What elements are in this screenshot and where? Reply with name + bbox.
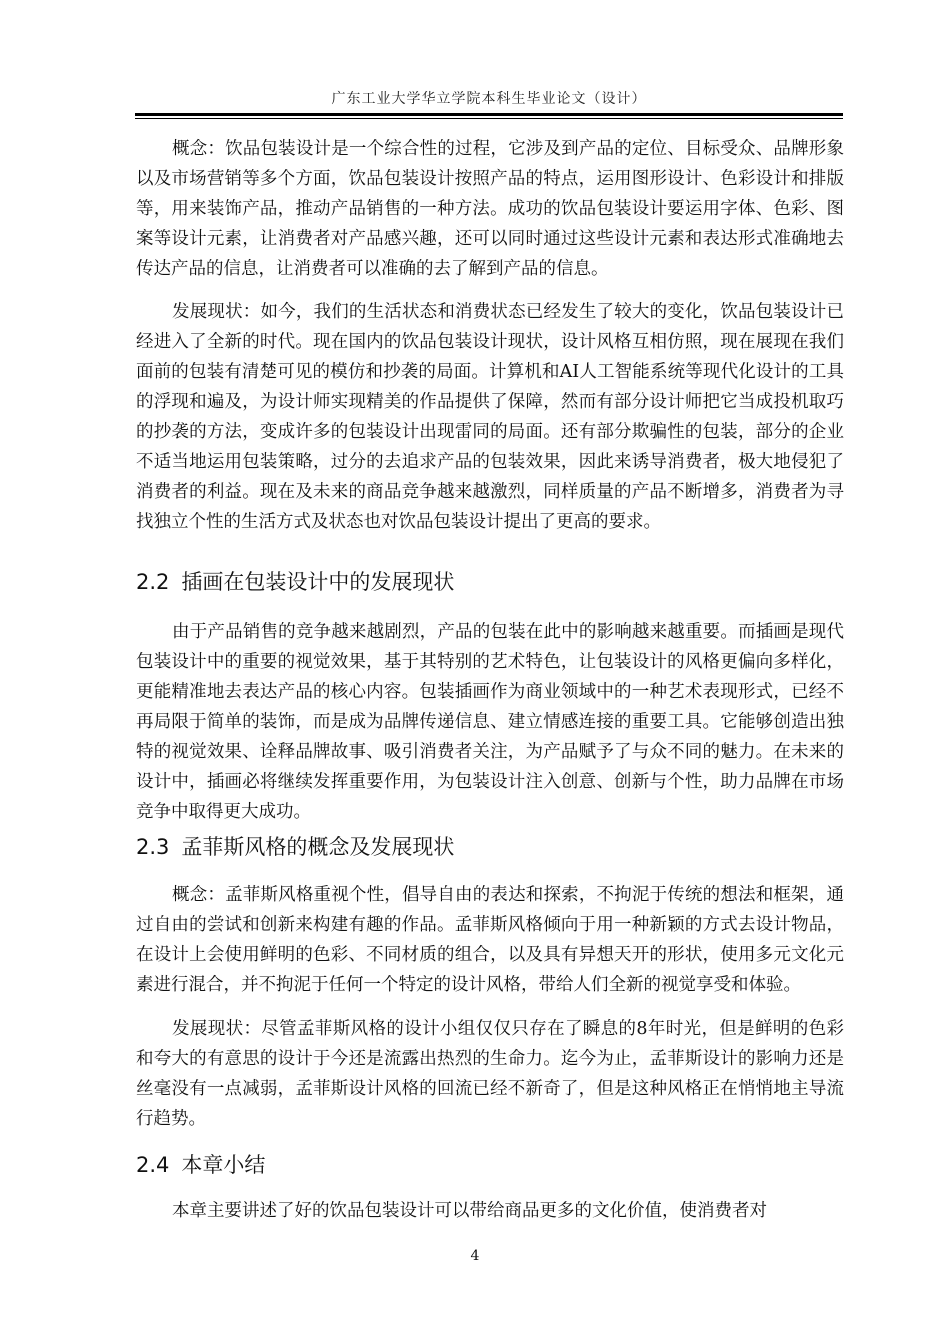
section-number: 2.2 [136,570,170,594]
page-number: 4 [470,1248,480,1264]
running-header: 广东工业大学华立学院本科生毕业论文（设计） [331,91,647,107]
header-rule-thin [135,118,843,119]
section-number: 2.3 [136,835,170,859]
paragraph-memphis-status: 发展现状：尽管孟菲斯风格的设计小组仅仅只存在了瞬息的8年时光，但是鲜明的色彩和夸大的有意思的设计于今还是流露出热烈的生命力。迄今为止，孟菲斯设计的影响力还是丝毫没有一点减弱，孟菲斯设计风格的回流已经不新奇了，但是这种风格正在悄悄地主导流行趋势。 [136,1019,844,1129]
section-title: 孟菲斯风格的概念及发展现状 [181,835,455,859]
section-title: 本章小结 [181,1153,266,1177]
section-heading-2-4 [136,1149,265,1179]
header-rule-thick [135,113,843,116]
paragraph-packaging-concept: 概念：饮品包装设计是一个综合性的过程，它涉及到产品的定位、目标受众、品牌形象以及市场营销等多个方面，饮品包装设计按照产品的特点，运用图形设计、色彩设计和排版等，用来装饰产品，推动产品销售的一种方法。成功的饮品包装设计要运用字体、色彩、图案等设计元素，让消费者对产品感兴趣，还可以同时通过这些设计元素和表达形式准确地去传达产品的信息，让消费者可以准确的去了解到产品的信息。 [136,139,844,279]
paragraph-packaging-status: 发展现状：如今，我们的生活状态和消费状态已经发生了较大的变化，饮品包装设计已经进入了全新的时代。现在国内的饮品包装设计现状，设计风格互相仿照，现在展现在我们面前的包装有清楚可见的模仿和抄袭的局面。计算机和AI人工智能系统等现代化设计的工具的浮现和遍及，为设计师实现精美的作品提供了保障，然而有部分设计师把它当成投机取巧的抄袭的方法，变成许多的包装设计出现雷同的局面。还有部分欺骗性的包装，部分的企业不适当地运用包装策略，过分的去追求产品的包装效果，因此来诱导消费者，极大地侵犯了消费者的利益。现在及未来的商品竞争越来越激烈，同样质量的产品不断增多，消费者为寻找独立个性的生活方式及状态也对饮品包装设计提出了更高的要求。 [136,302,844,532]
paragraph-memphis-concept: 概念：孟菲斯风格重视个性，倡导自由的表达和探索，不拘泥于传统的想法和框架，通过自由的尝试和创新来构建有趣的作品。孟菲斯风格倾向于用一种新颖的方式去设计物品，在设计上会使用鲜明的色彩、不同材质的组合，以及具有异想天开的形状，使用多元文化元素进行混合，并不拘泥于任何一个特定的设计风格，带给人们全新的视觉享受和体验。 [136,885,844,995]
paragraph-illustration-status: 由于产品销售的竞争越来越剧烈，产品的包装在此中的影响越来越重要。而插画是现代包装设计中的重要的视觉效果，基于其特别的艺术特色，让包装设计的风格更偏向多样化，更能精准地去表达产品的核心内容。包装插画作为商业领域中的一种艺术表现形式，已经不再局限于简单的装饰，而是成为品牌传递信息、建立情感连接的重要工具。它能够创造出独特的视觉效果、诠释品牌故事、吸引消费者关注，为产品赋予了与众不同的魅力。在未来的设计中，插画必将继续发挥重要作用，为包装设计注入创意、创新与个性，助力品牌在市场竞争中取得更大成功。 [136,622,844,822]
section-number: 2.4 [136,1153,170,1177]
section-title: 插画在包装设计中的发展现状 [181,570,455,594]
paragraph-chapter-summary: 本章主要讲述了好的饮品包装设计可以带给商品更多的文化价值，使消费者对 [172,1201,767,1221]
section-heading-2-2 [136,566,454,596]
section-heading-2-3 [136,831,454,861]
